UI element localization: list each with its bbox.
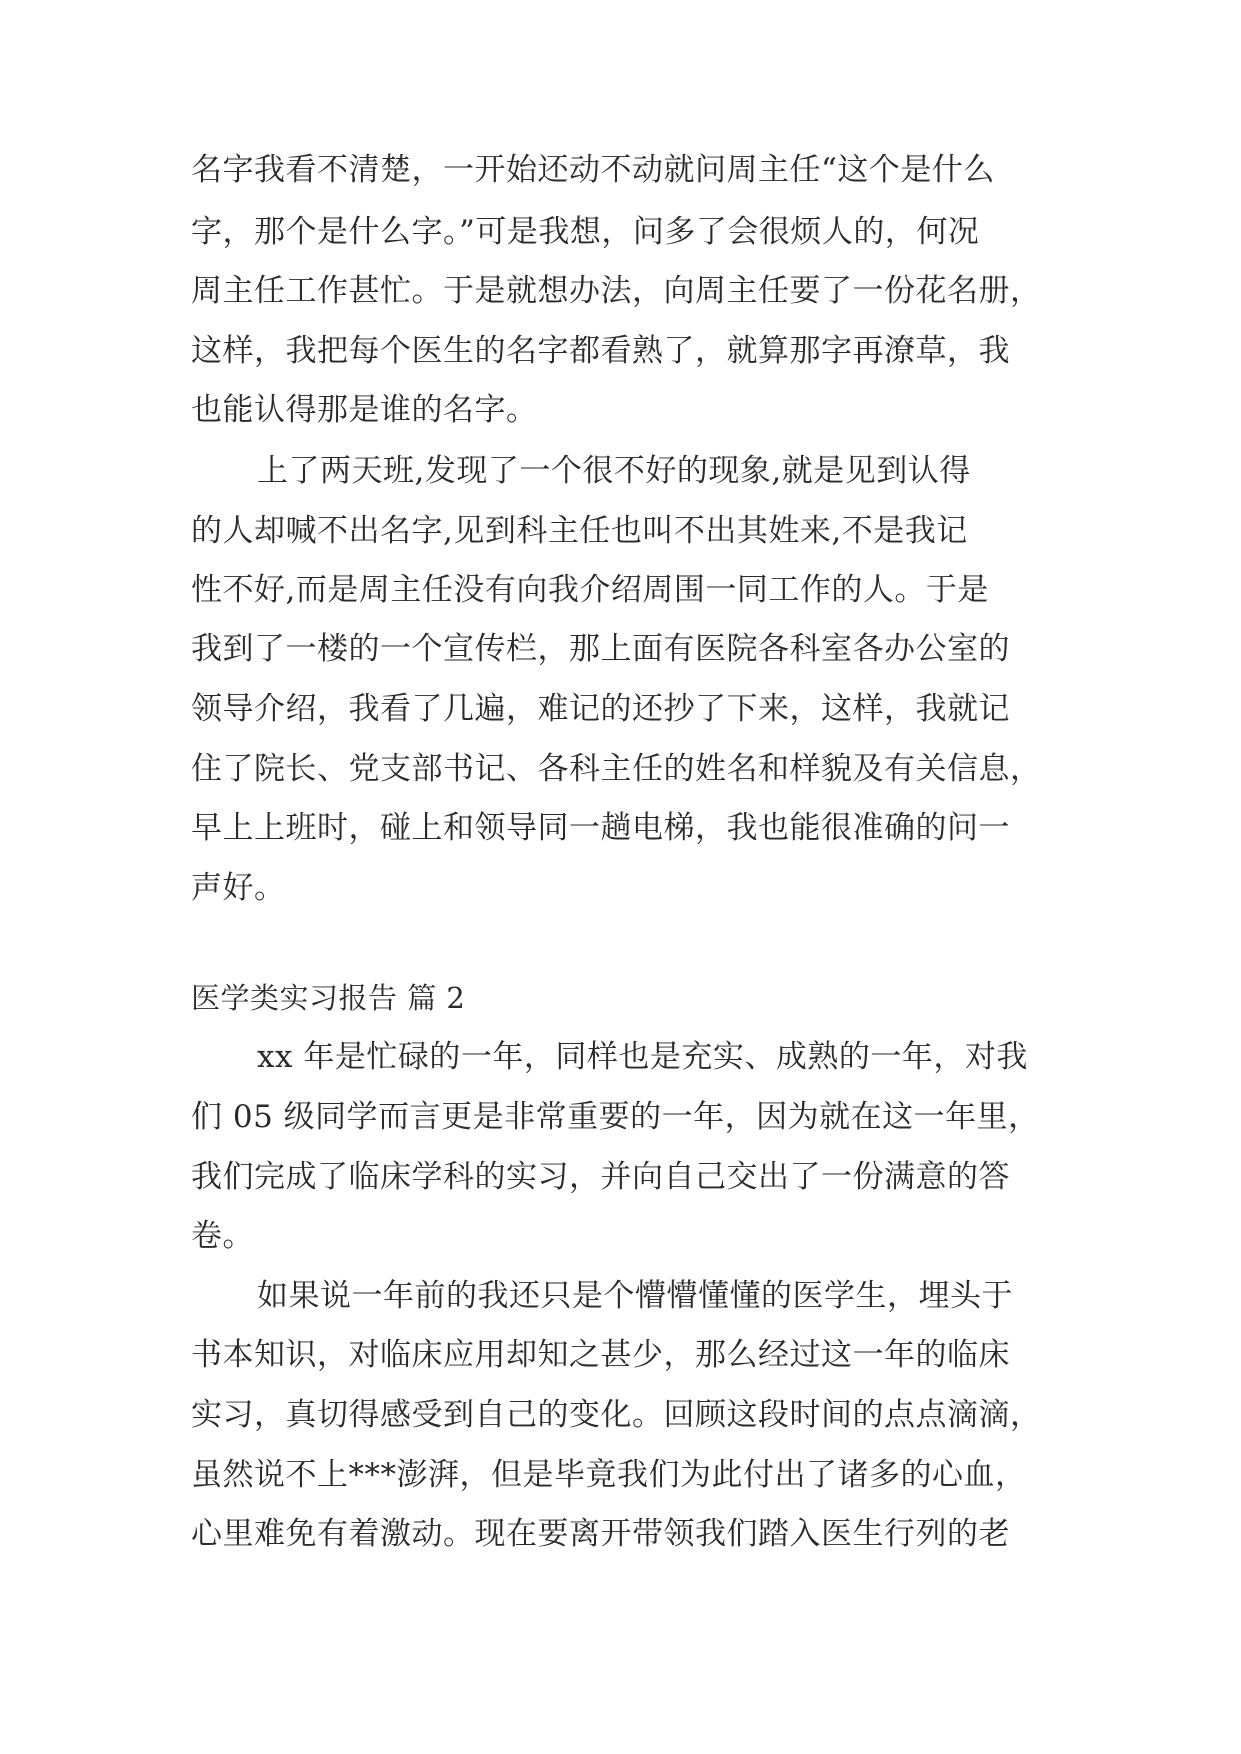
paragraph-2-line-6: 住了院长、党支部书记、各科主任的姓名和样貌及有关信息，	[191, 751, 1042, 787]
paragraph-2-line-5: 领导介绍，我看了几遍，难记的还抄了下来，这样，我就记	[191, 691, 1010, 727]
paragraph-3-line-1: xx 年是忙碌的一年，同样也是充实、成熟的一年，对我	[257, 1039, 1028, 1075]
paragraph-3-line-4: 卷。	[191, 1218, 254, 1254]
paragraph-1-line-2: 字，那个是什么字。”可是我想，问多了会很烦人的，何况	[191, 214, 980, 250]
paragraph-4-line-2: 书本知识，对临床应用却知之甚少，那么经过这一年的临床	[191, 1337, 1010, 1373]
paragraph-1-line-4: 这样，我把每个医生的名字都看熟了，就算那字再潦草，我	[191, 333, 1010, 369]
paragraph-4-line-4: 虽然说不上***澎湃，但是毕竟我们为此付出了诸多的心血，	[191, 1457, 1027, 1493]
paragraph-1-line-3: 周主任工作甚忙。于是就想办法，向周主任要了一份花名册，	[191, 273, 1042, 309]
paragraph-4-line-3: 实习，真切得感受到自己的变化。回顾这段时间的点点滴滴，	[191, 1397, 1042, 1433]
paragraph-2-line-2: 的人却喊不出名字,见到科主任也叫不出其姓来,不是我记	[191, 513, 968, 549]
paragraph-2-line-4: 我到了一楼的一个宣传栏，那上面有医院各科室各办公室的	[191, 631, 1010, 667]
paragraph-3-line-2: 们 05 级同学而言更是非常重要的一年，因为就在这一年里，	[191, 1099, 1040, 1135]
paragraph-4-line-1: 如果说一年前的我还只是个懵懵懂懂的医学生，埋头于	[257, 1278, 1013, 1314]
paragraph-2-line-7: 早上上班时，碰上和领导同一趟电梯，我也能很准确的问一	[191, 810, 1010, 846]
paragraph-2-line-3: 性不好,而是周主任没有向我介绍周围一同工作的人。于是	[191, 572, 989, 608]
section-title: 医学类实习报告 篇 2	[191, 981, 466, 1015]
paragraph-1-line-5: 也能认得那是谁的名字。	[191, 392, 538, 428]
paragraph-3-line-3: 我们完成了临床学科的实习，并向自己交出了一份满意的答	[191, 1159, 1010, 1195]
paragraph-4-line-5: 心里难免有着激动。现在要离开带领我们踏入医生行列的老	[191, 1516, 1010, 1552]
paragraph-2-line-1: 上了两天班,发现了一个很不好的现象,就是见到认得	[257, 453, 971, 489]
paragraph-2-line-8: 声好。	[191, 870, 286, 906]
paragraph-1-line-1: 名字我看不清楚，一开始还动不动就问周主任“这个是什么	[191, 152, 995, 188]
